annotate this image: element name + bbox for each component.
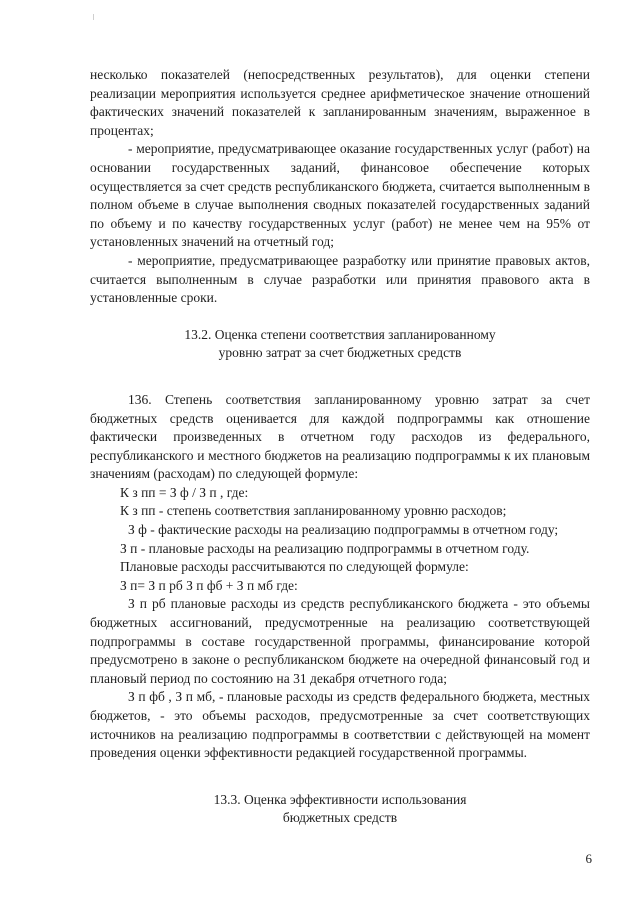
formula-cost-ratio: К з пп = З ф / З п , где:: [120, 484, 249, 500]
section-heading-13-2-line1: 13.2. Оценка степени соответствия запланированному: [184, 326, 496, 342]
definition-zp: З п - плановые расходы на реализацию подпрограммы в отчетном году.: [120, 540, 530, 556]
section-heading-13-3-line2: бюджетных средств: [282, 810, 398, 826]
paragraph-136: 136. Степень соответствия запланированному уровню затрат за счет бюджетных средств оценивается для каждой подпрограммы как отношение фактически произведенных в отчетном году расходов из федерального, республиканского и местного бюджетов на реализацию подпрограммы к их плановым значениям (расходам) по следующей формуле:: [90, 391, 590, 482]
scan-mark: [93, 14, 94, 20]
plan-calc-intro: Плановые расходы рассчитываются по следующей формуле:: [120, 559, 469, 575]
definition-fb-mb: З п фб , З п мб, - плановые расходы из средств федерального бюджета, местных бюджетов, - это объемы расходов, предусмотренные за счет соответствующих источников на реализацию подпрограммы в соответствии с действующей на момент проведения оценки эффективности редакцией государственной программы.: [90, 689, 590, 761]
definition-k: К з пп - степень соответствия запланированному уровню расходов;: [120, 503, 507, 519]
section-heading-13-3-line1: 13.3. Оценка эффективности использования: [213, 791, 467, 807]
definition-zf: З ф - фактические расходы на реализацию подпрограммы в отчетном году;: [128, 522, 559, 538]
paragraph-state-services: - мероприятие, предусматривающее оказание государственных услуг (работ) на основании государственных заданий, финансовое обеспечение которых осуществляется за счет средств республиканского бюджета, считается выполненным в полном объеме в случае выполнения сводных показателей государственных заданий по объему и по качеству государственных услуг (работ) не менее чем на 95% от установленных значений на отчетный год;: [90, 141, 590, 250]
paragraph-continuation: несколько показателей (непосредственных результатов), для оценки степени реализации мероприятия используется среднее арифметическое значение отношений фактических значений показателей к запланированным значениям, выраженное в процентах;: [90, 67, 590, 138]
page-number: 6: [585, 851, 592, 866]
section-heading-13-2-line2: уровню затрат за счет бюджетных средств: [218, 345, 462, 361]
paragraph-legal-acts: - мероприятие, предусматривающее разработку или принятие правовых актов, считается выполненным в случае разработки или принятия правового акта в установленные сроки.: [90, 252, 590, 306]
formula-planned-costs: З п= З п рб З п фб + З п мб где:: [120, 577, 298, 593]
document-page: [90, 66, 590, 828]
definition-rb: З п рб плановые расходы из средств республиканского бюджета - это объемы бюджетных ассигнований, предусмотренные на реализацию соответствующей подпрограммы в составе государственной программы, финансирование которой предусмотрено в законе о республиканском бюджете на очередной финансовый год и плановый период по состоянию на 31 декабря отчетного года;: [90, 596, 590, 686]
